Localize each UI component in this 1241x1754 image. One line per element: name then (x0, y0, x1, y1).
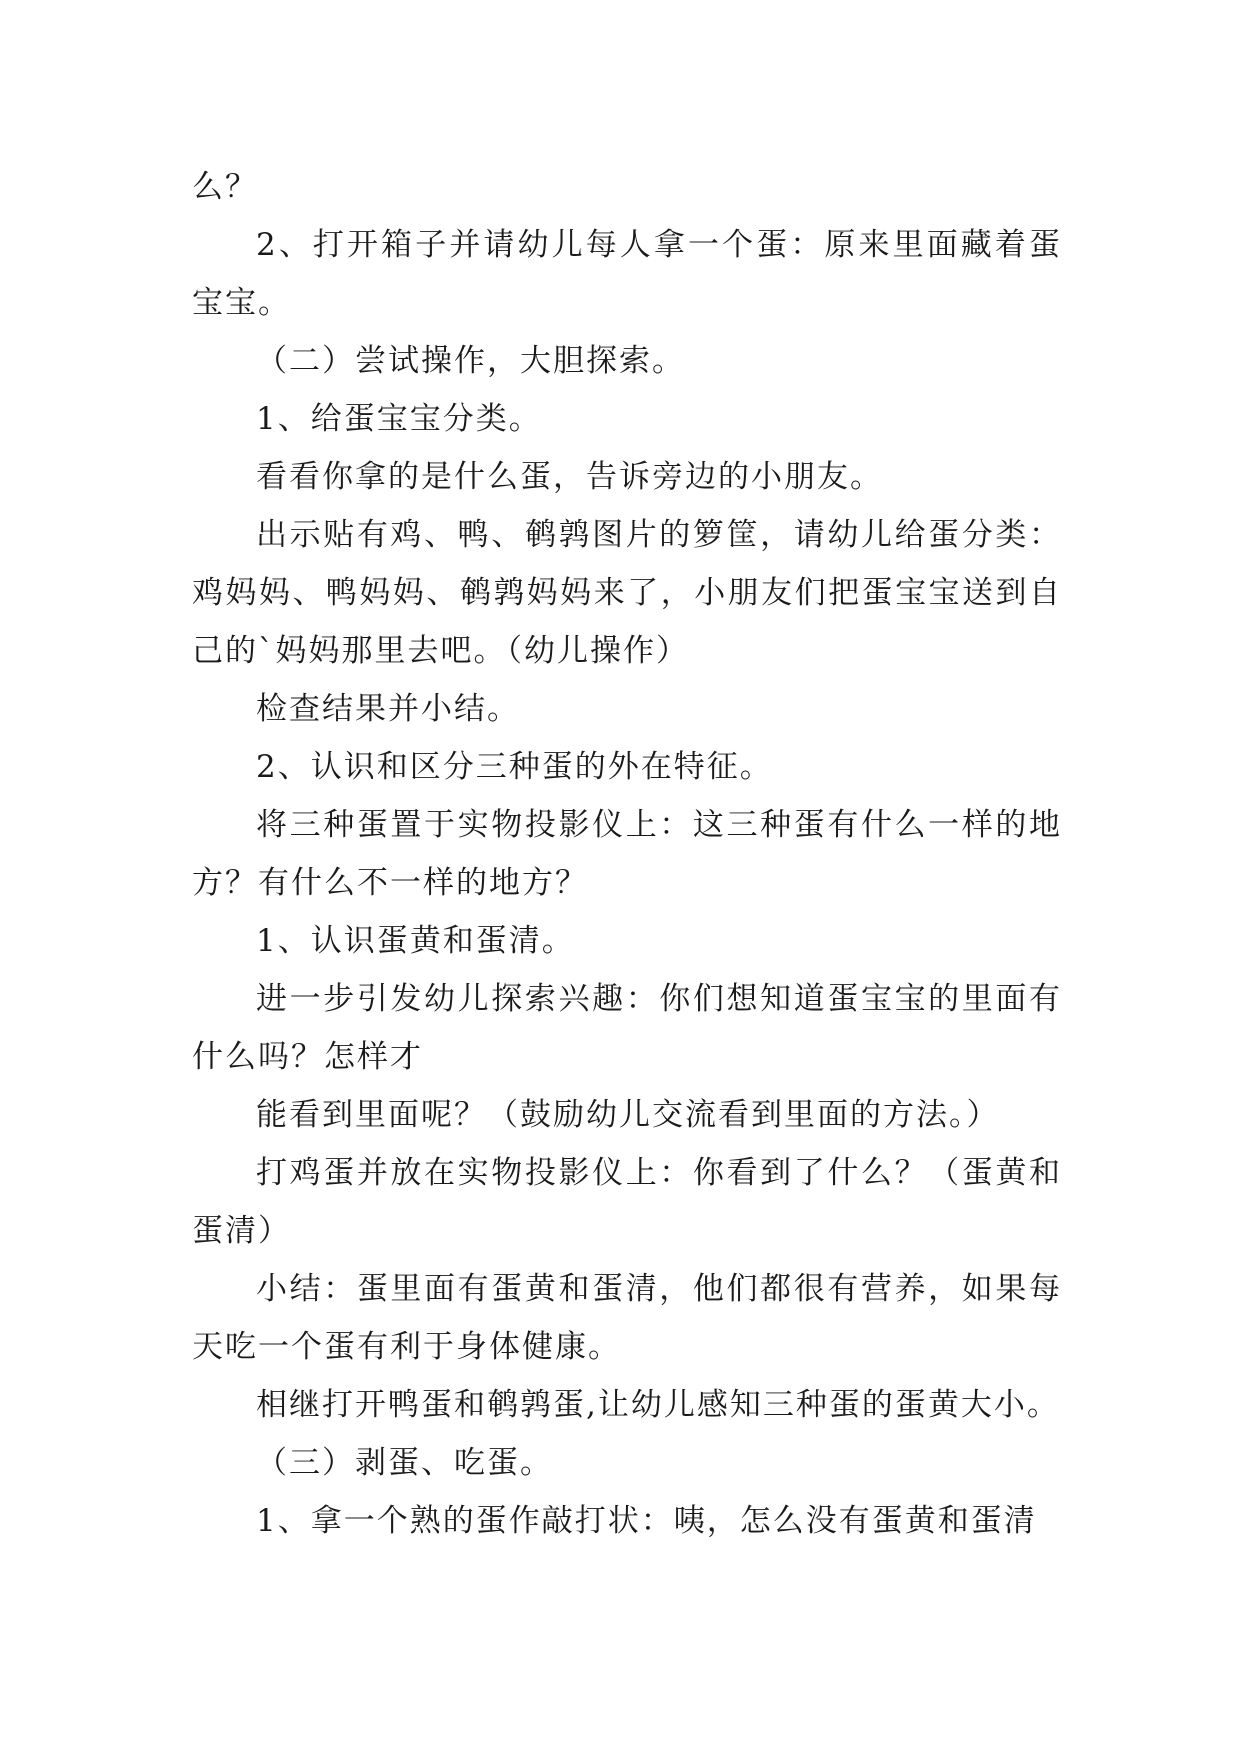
paragraph: 检查结果并小结。 (256, 691, 520, 727)
paragraph: 将三种蛋置于实物投影仪上：这三种蛋有什么一样的地方？有什么不一样的地方？ (192, 807, 1062, 901)
paragraph: 小结：蛋里面有蛋黄和蛋清，他们都很有营养，如果每天吃一个蛋有利于身体健康。 (192, 1271, 1062, 1365)
paragraph: 2、认识和区分三种蛋的外在特征。 (256, 749, 773, 785)
paragraph: 相继打开鸭蛋和鹌鹑蛋,让幼儿感知三种蛋的蛋黄大小。 (256, 1387, 1060, 1423)
paragraph: 1、给蛋宝宝分类。 (256, 401, 542, 437)
section-heading: （三）剥蛋、吃蛋。 (256, 1445, 553, 1481)
paragraph: 能看到里面呢？（鼓励幼儿交流看到里面的方法。） (256, 1097, 1000, 1133)
document-body (192, 158, 1062, 1550)
paragraph: 么？ (192, 169, 258, 205)
paragraph: 2、打开箱子并请幼儿每人拿一个蛋：原来里面藏着蛋宝宝。 (192, 227, 1062, 321)
paragraph: 1、认识蛋黄和蛋清。 (256, 923, 575, 959)
paragraph: 看看你拿的是什么蛋，告诉旁边的小朋友。 (256, 459, 883, 495)
paragraph: 进一步引发幼儿探索兴趣：你们想知道蛋宝宝的里面有什么吗？怎样才 (192, 981, 1062, 1075)
paragraph: 1、拿一个熟的蛋作敲打状：咦，怎么没有蛋黄和蛋清 (256, 1503, 1037, 1539)
section-heading: （二）尝试操作，大胆探索。 (256, 343, 685, 379)
paragraph: 出示贴有鸡、鸭、鹌鹑图片的箩筐，请幼儿给蛋分类：鸡妈妈、鸭妈妈、鹌鹑妈妈来了，小朋友们把蛋宝宝送到自己的`妈妈那里去吧。（幼儿操作） (192, 517, 1062, 669)
paragraph: 打鸡蛋并放在实物投影仪上：你看到了什么？（蛋黄和蛋清） (192, 1155, 1062, 1249)
